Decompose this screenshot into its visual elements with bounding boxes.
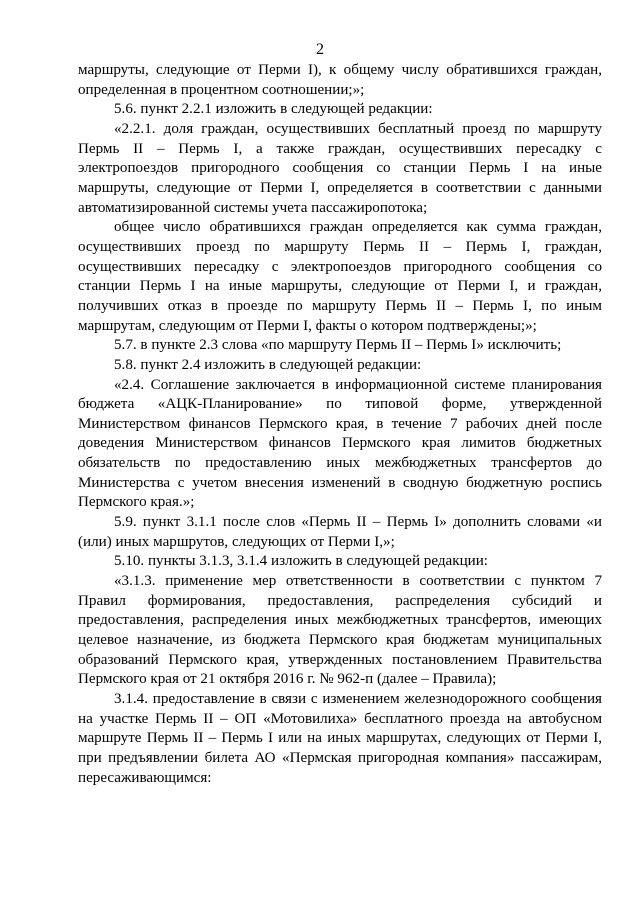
- paragraph-5-8: 5.8. пункт 2.4 изложить в следующей редакции:: [114, 356, 422, 373]
- paragraph-2-2-1: «2.2.1. доля граждан, осуществивших бесплатный проезд по маршруту Пермь II – Пермь I, а также граждан, осуществивших пересадку с электропоездов пригородного сообщения со станции Пермь I на иные маршруты, следующие от Перми I, определяется в соответствии с данными автоматизированной системы учета пассажиропотока;: [78, 120, 602, 216]
- page-number: 2: [316, 41, 324, 58]
- paragraph-5-6: 5.6. пункт 2.2.1 изложить в следующей редакции:: [114, 101, 433, 118]
- paragraph-total-count: общее число обратившихся граждан определяется как сумма граждан, осуществивших проезд по маршруту Пермь II – Пермь I, граждан, осуществивших пересадку с электропоездов пригородного сообщения со станции Пермь I на иные маршруты, следующие от Перми I, и граждан, получивших отказ в проезде по маршруту Пермь II – Пермь I, по иным маршрутам, следующим от Перми I, факты о котором подтверждены;»;: [78, 219, 602, 334]
- paragraph-5-10: 5.10. пункты 3.1.3, 3.1.4 изложить в следующей редакции:: [114, 553, 488, 570]
- paragraph-5-7: 5.7. в пункте 2.3 слова «по маршруту Пермь II – Пермь I» исключить;: [114, 337, 562, 354]
- paragraph-2-4: «2.4. Соглашение заключается в информационной системе планирования бюджета «АЦК-Планирование» по типовой форме, утвержденной Министерством финансов Пермского края, в течение 7 рабочих дней после доведения Министерством финансов Пермского края лимитов бюджетных обязательств по предоставлению иных межбюджетных трансфертов до Министерства с учетом внесения изменений в сводную бюджетную роспись Пермского края.»;: [78, 376, 602, 511]
- paragraph-5-9: 5.9. пункт 3.1.1 после слов «Пермь II – Пермь I» дополнить словами «и (или) иных маршрутов, следующих от Перми I,»;: [78, 514, 602, 550]
- paragraph-continuation: маршруты, следующие от Перми I), к общему числу обратившихся граждан, определенная в процентном соотношении;»;: [78, 62, 602, 98]
- paragraph-3-1-4: 3.1.4. предоставление в связи с изменением железнодорожного сообщения на участке Пермь II – ОП «Мотовилиха» бесплатного проезда на автобусном маршруте Пермь II – Пермь I или на иных маршрутах, следующих от Перми I, при предъявлении билета АО «Пермская пригородная компания» пассажирам, пересаживающимся:: [78, 691, 602, 786]
- paragraph-3-1-3: «3.1.3. применение мер ответственности в соответствии с пунктом 7 Правил формирования, предоставления, распределения субсидий и предоставления, распределения иных межбюджетных трансфертов, имеющих целевое назначение, из бюджета Пермского края бюджетам муниципальных образований Пермского края, утвержденных постановлением Правительства Пермского края от 21 октября 2016 г. № 962-п (далее – Правила);: [78, 573, 602, 688]
- document-body: [78, 61, 602, 788]
